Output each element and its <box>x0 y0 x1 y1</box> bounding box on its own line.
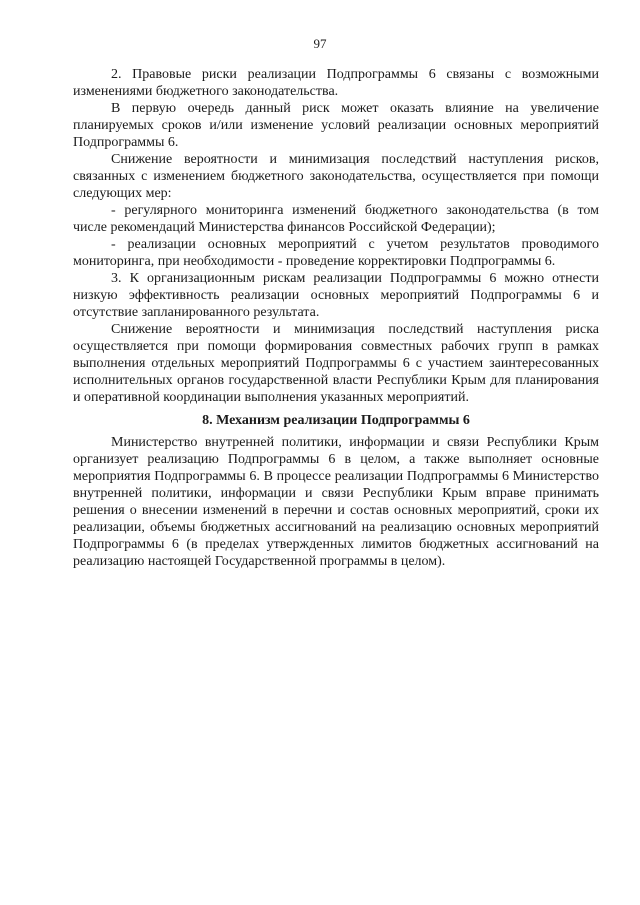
paragraph-legal-risks: 2. Правовые риски реализации Подпрограммы 6 связаны с возможными изменениями бюджетного законодательства. <box>73 67 599 99</box>
paragraph-mechanism: Министерство внутренней политики, информации и связи Республики Крым организует реализацию Подпрограммы 6 в целом, а также выполняет основные мероприятия Подпрограммы 6. В процессе реализации Подпрограммы 6 Министерство внутренней политики, информации и связи Республики Крым вправе принимать решения о внесении изменений в перечни и состав основных мероприятий, сроки их реализации, объемы бюджетных ассигнований на реализацию основных мероприятий Подпрограммы 6 (в пределах утвержденных лимитов бюджетных ассигнований на реализацию настоящей Государственной программы в целом). <box>73 435 599 569</box>
list-item-implementation: - реализации основных мероприятий с учетом результатов проводимого мониторинга, при необходимости - проведение корректировки Подпрограммы 6. <box>73 237 599 269</box>
section-heading: 8. Механизм реализации Подпрограммы 6 <box>202 413 470 428</box>
paragraph-organizational-risks: 3. К организационным рискам реализации Подпрограммы 6 можно отнести низкую эффективность реализации основных мероприятий Подпрограммы 6 и отсутствие запланированного результата. <box>73 271 599 320</box>
page-number: 97 <box>313 36 327 51</box>
page-body <box>73 66 599 570</box>
paragraph-risk-mitigation: Снижение вероятности и минимизация последствий наступления рисков, связанных с изменением бюджетного законодательства, осуществляется при помощи следующих мер: <box>73 152 599 201</box>
paragraph-working-groups: Снижение вероятности и минимизация последствий наступления риска осуществляется при помощи формирования совместных рабочих групп в рамках выполнения отдельных мероприятий Подпрограммы 6 с участием заинтересованных исполнительных органов государственной власти Республики Крым для планирования и оперативной координации выполнения указанных мероприятий. <box>73 322 599 405</box>
list-item-monitoring: - регулярного мониторинга изменений бюджетного законодательства (в том числе рекомендаций Министерства финансов Российской Федерации); <box>73 203 599 235</box>
paragraph-risk-impact: В первую очередь данный риск может оказать влияние на увеличение планируемых сроков и/или изменение условий реализации основных мероприятий Подпрограммы 6. <box>73 101 599 150</box>
